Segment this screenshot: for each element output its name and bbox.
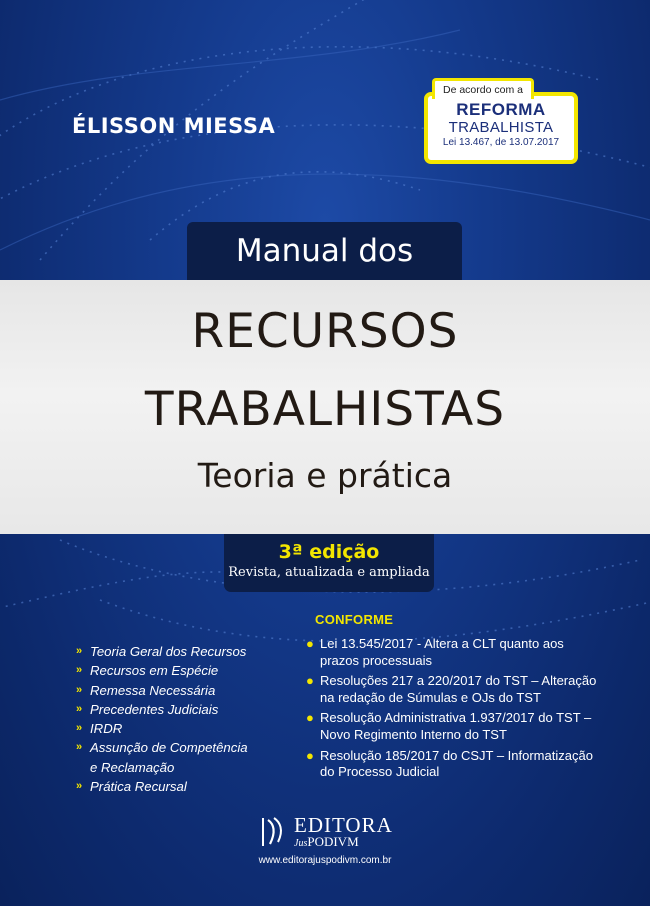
reforma-badge <box>424 78 578 164</box>
bullet-icon: ● <box>306 673 314 689</box>
quote-marker-icon: » <box>76 664 83 677</box>
edition-box <box>224 534 434 592</box>
publisher-jus: Jus <box>294 838 308 849</box>
edition-note: Revista, atualizada e ampliada <box>228 565 430 580</box>
conforme-item <box>306 673 606 706</box>
conforme-item <box>306 748 606 781</box>
quote-marker-icon: » <box>76 683 83 696</box>
conforme-text: Resolução 185/2017 do CSJT – Informatização do Processo Judicial <box>320 747 593 780</box>
quote-marker-icon: » <box>76 780 83 793</box>
conforme-list <box>306 636 606 785</box>
quote-marker-icon: » <box>76 722 83 735</box>
bullet-icon: ● <box>306 747 314 763</box>
topics-list <box>76 642 296 796</box>
topic-text: IRDR <box>90 721 123 737</box>
quote-marker-icon: » <box>76 702 83 715</box>
topic-text: e Reclamação <box>90 759 175 775</box>
topic-item <box>76 700 296 719</box>
topic-text: Assunção de Competência <box>90 740 248 756</box>
publisher-logo <box>258 814 398 848</box>
topic-item <box>76 777 296 796</box>
topic-text: Prática Recursal <box>90 779 187 795</box>
conforme-text: Lei 13.545/2017 - Altera a CLT quanto aos prazos processuais <box>320 636 564 668</box>
subtitle: Teoria e prática <box>197 456 453 495</box>
badge-line1: REFORMA <box>456 100 546 119</box>
publisher-subname <box>294 835 359 851</box>
bullet-icon: ● <box>306 710 314 726</box>
quote-marker-icon: » <box>76 645 83 657</box>
title-line2: TRABALHISTAS <box>144 382 506 437</box>
title-line1: RECURSOS <box>191 304 459 359</box>
quote-marker-icon: » <box>76 741 83 754</box>
publisher-emblem-icon <box>258 816 288 848</box>
badge-line3: Lei 13.467, de 13.07.2017 <box>442 137 560 148</box>
topic-item <box>76 661 296 680</box>
topic-item-continuation <box>76 758 296 777</box>
badge-line2: TRABALHISTA <box>448 119 554 136</box>
publisher-website: www.editorajuspodivm.com.br <box>258 855 392 866</box>
conforme-item <box>306 636 606 669</box>
conforme-text: Resoluções 217 a 220/2017 do TST – Alteração na redação de Súmulas e OJs do TST <box>320 673 597 705</box>
topic-text: Precedentes Judiciais <box>90 701 219 717</box>
title-pre: Manual dos <box>187 222 462 280</box>
bullet-icon: ● <box>306 636 314 651</box>
edition-label: 3ª edição <box>278 541 380 563</box>
conforme-text: Resolução Administrativa 1.937/2017 do TST – Novo Regimento Interno do TST <box>320 710 592 742</box>
badge-tab: De acordo com a <box>432 78 534 99</box>
conforme-title: CONFORME <box>315 612 394 627</box>
conforme-item <box>306 710 606 743</box>
topic-text: Recursos em Espécie <box>90 663 219 679</box>
topic-item <box>76 642 296 661</box>
publisher-name: EDITORA <box>294 813 393 837</box>
publisher-podivm: PODIVM <box>307 834 359 849</box>
topic-item <box>76 681 296 700</box>
badge-box <box>424 92 578 164</box>
topic-item <box>76 738 296 757</box>
topic-item <box>76 719 296 738</box>
topic-text: Teoria Geral dos Recursos <box>90 644 247 659</box>
topic-text: Remessa Necessária <box>90 682 216 698</box>
author-name: ÉLISSON MIESSA <box>72 114 276 138</box>
